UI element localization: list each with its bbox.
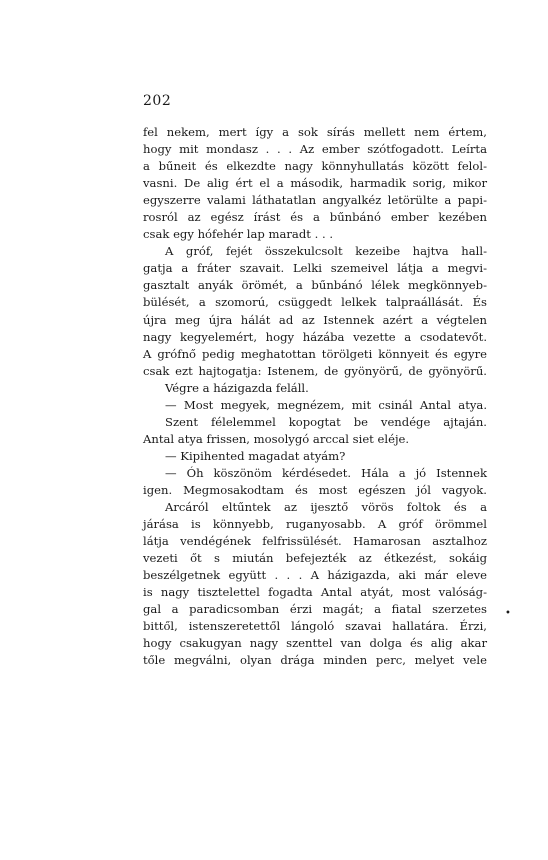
text-line: beszélgetnek együtt . . . A házigazda, aki már eleve bbox=[143, 568, 487, 583]
text-line: hogy mit mondasz . . . Az ember szótfogadott. Leírta bbox=[143, 142, 487, 157]
text-line: is nagy tisztelettel fogadta Antal atyát, most valóság- bbox=[143, 585, 487, 600]
text-line: — Most megyek, megnézem, mit csinál Antal atya. bbox=[165, 397, 487, 412]
text-line: hogy csakugyan nagy szenttel van dolga és alig akar bbox=[143, 636, 487, 651]
text-line: Antal atya frissen, mosolygó arccal siet eléje. bbox=[143, 431, 410, 446]
text-line: — Kipihented magadat atyám? bbox=[165, 448, 346, 463]
text-line: vezeti őt s miután befejezték az étkezést, sokáig bbox=[143, 551, 487, 566]
text-line: igen. Megmosakodtam és most egészen jól vagyok. bbox=[143, 482, 487, 497]
text-line: egyszerre valami láthatatlan angyalkéz letörülte a papi- bbox=[143, 193, 487, 208]
text-line: bittől, istenszeretettől lángoló szavai hallatára. Érzi, bbox=[143, 619, 487, 634]
text-line: látja vendégének felfrissülését. Hamarosan asztalhoz bbox=[143, 534, 487, 549]
text-line: tőle megválni, olyan drága minden perc, melyet vele bbox=[143, 653, 487, 668]
text-line: gal a paradicsomban érzi magát; a fiatal szerzetes bbox=[143, 602, 487, 617]
text-line: rosról az egész írást és a bűnbánó ember kezében bbox=[143, 210, 487, 225]
margin-mark: • bbox=[505, 608, 511, 619]
page-number: 202 bbox=[143, 93, 172, 109]
text-line: gatja a fráter szavait. Lelki szemeivel látja a megvi- bbox=[143, 261, 487, 276]
text-line: vasni. De alig ért el a második, harmadik sorig, mikor bbox=[143, 176, 487, 191]
text-line: A gróf, fejét összekulcsolt kezeibe hajtva hall- bbox=[165, 244, 487, 259]
text-line: Végre a házigazda feláll. bbox=[165, 380, 309, 395]
text-line: csak egy hófehér lap maradt . . . bbox=[143, 227, 334, 242]
text-line: fel nekem, mert így a sok sírás mellett nem értem, bbox=[143, 125, 487, 139]
body-text bbox=[143, 124, 487, 670]
text-line: A grófnő pedig meghatottan törölgeti könnyeit és egyre bbox=[143, 346, 487, 361]
text-line: járása is könnyebb, ruganyosabb. A gróf örömmel bbox=[143, 517, 487, 532]
text-line: csak ezt hajtogatja: Istenem, de gyönyörű, de gyönyörű. bbox=[143, 363, 487, 378]
text-line: nagy kegyelemért, hogy házába vezette a csodatevőt. bbox=[143, 329, 487, 344]
text-line: Arcáról eltűntek az ijesztő vörös foltok és a bbox=[165, 500, 487, 515]
text-line: a bűneit és elkezdte nagy könnyhullatás között felol- bbox=[143, 159, 487, 174]
text-line: — Óh köszönöm kérdésedet. Hála a jó Istennek bbox=[165, 465, 487, 480]
text-line: bülését, a szomorú, csüggedt lelkek talpraállását. És bbox=[143, 295, 487, 310]
text-line: gasztalt anyák örömét, a bűnbánó lélek megkönnyeb- bbox=[143, 278, 487, 293]
text-line: újra meg újra hálát ad az Istennek azért a végtelen bbox=[143, 312, 487, 327]
text-line: Szent félelemmel kopogtat be vendége ajtaján. bbox=[165, 414, 487, 429]
